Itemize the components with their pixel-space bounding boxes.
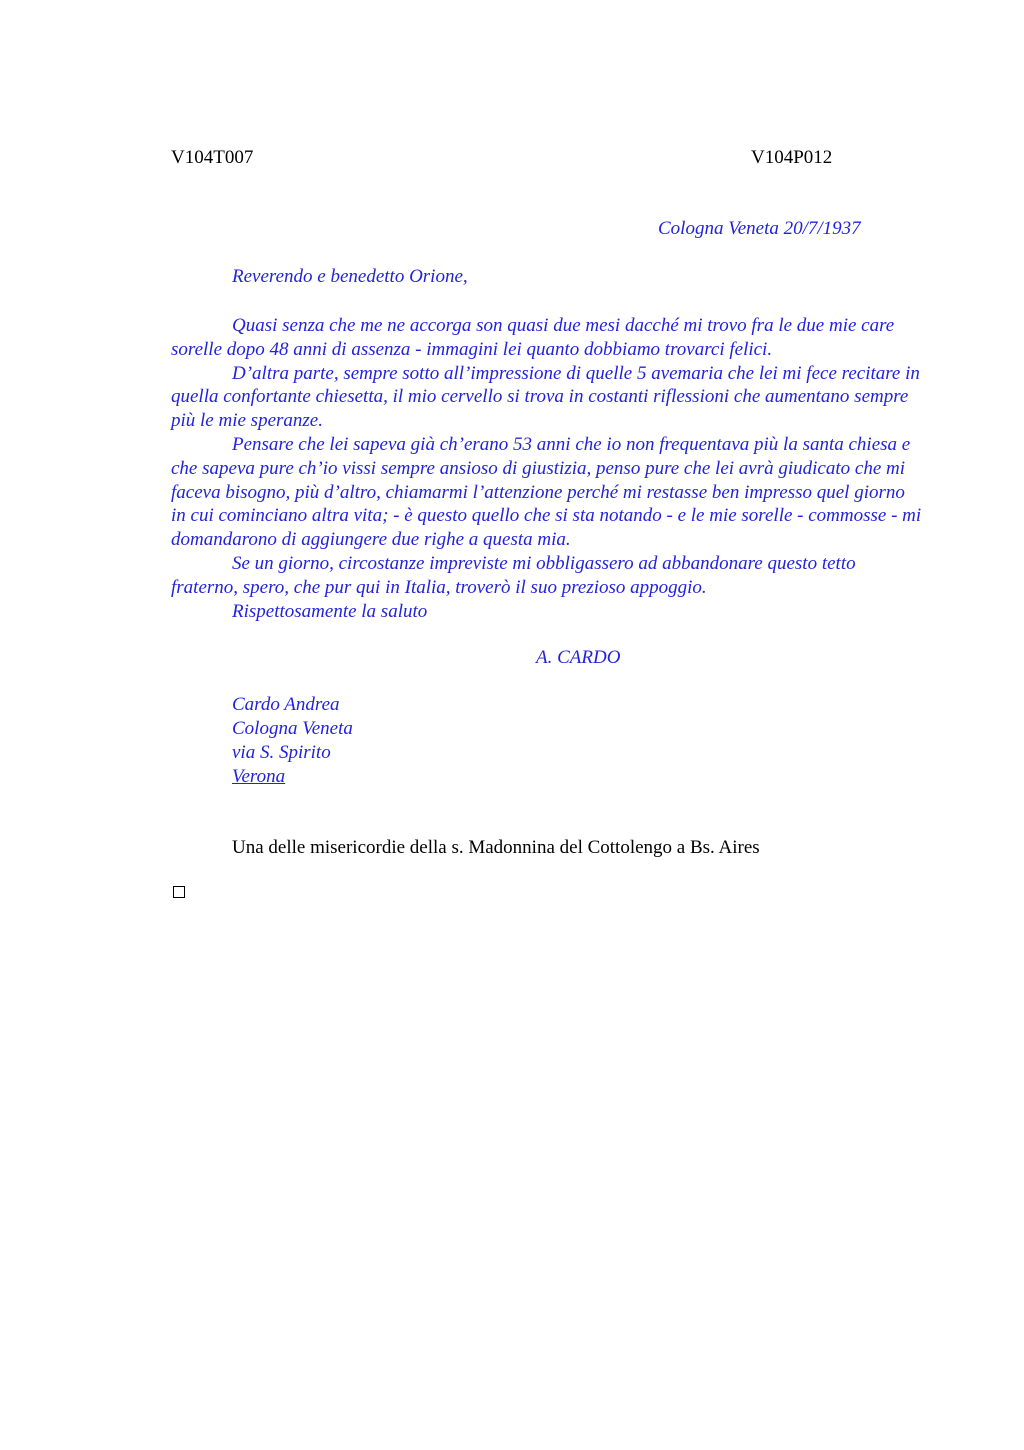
letter-salutation: Reverendo e benedetto Orione, [232,266,468,287]
letter-paragraph: Se un giorno, circostanze impreviste mi obbligassero ad abbandonare questo tetto fraterno, spero, che pur qui in Italia, troverò il suo prezioso appoggio. [171,552,856,598]
document-code-left: V104T007 [171,147,254,168]
letter-signature: A. CARDO [536,647,621,668]
letter-paragraph: Quasi senza che me ne accorga son quasi due mesi dacché mi trovo fra le due mie care sorelle dopo 48 anni di assenza - immagini lei quanto dobbiamo trovarci felici. [171,315,895,360]
document-code-right: V104P012 [751,147,833,168]
address-line-street: via S. Spirito [232,742,331,763]
empty-square-icon [173,886,185,898]
letter-body [171,314,923,623]
address-line-province: Verona [232,766,286,787]
letter-paragraph: Pensare che lei sapeva già ch’erano 53 anni che io non frequentava più la santa chiesa e che sapeva pure ch’io vissi sempre ansioso di giustizia, penso pure che lei avrà giudicato che mi faceva bisogno, più d’altro, chiamarmi l’attenzione perché mi restasse ben impresso quel giorno in cui cominciano altra vita; - è questo quello che si sta notando - e le mie sorelle - commosse - mi domandarono di aggiungere due righe a questa mia. [171,433,922,551]
address-line-name: Cardo Andrea [232,694,340,715]
address-line-town: Cologna Veneta [232,718,353,739]
letter-paragraph: D’altra parte, sempre sotto all’impressione di quelle 5 avemaria che lei mi fece recitare in quella confortante chiesetta, il mio cervello si trova in costanti riflessioni che aumentano sempre più le mie speranze. [171,362,920,432]
letter-closing: Rispettosamente la saluto [232,600,428,622]
letter-place-date: Cologna Veneta 20/7/1937 [658,218,861,239]
archive-note: Una delle misericordie della s. Madonnina del Cottolengo a Bs. Aires [232,837,760,858]
